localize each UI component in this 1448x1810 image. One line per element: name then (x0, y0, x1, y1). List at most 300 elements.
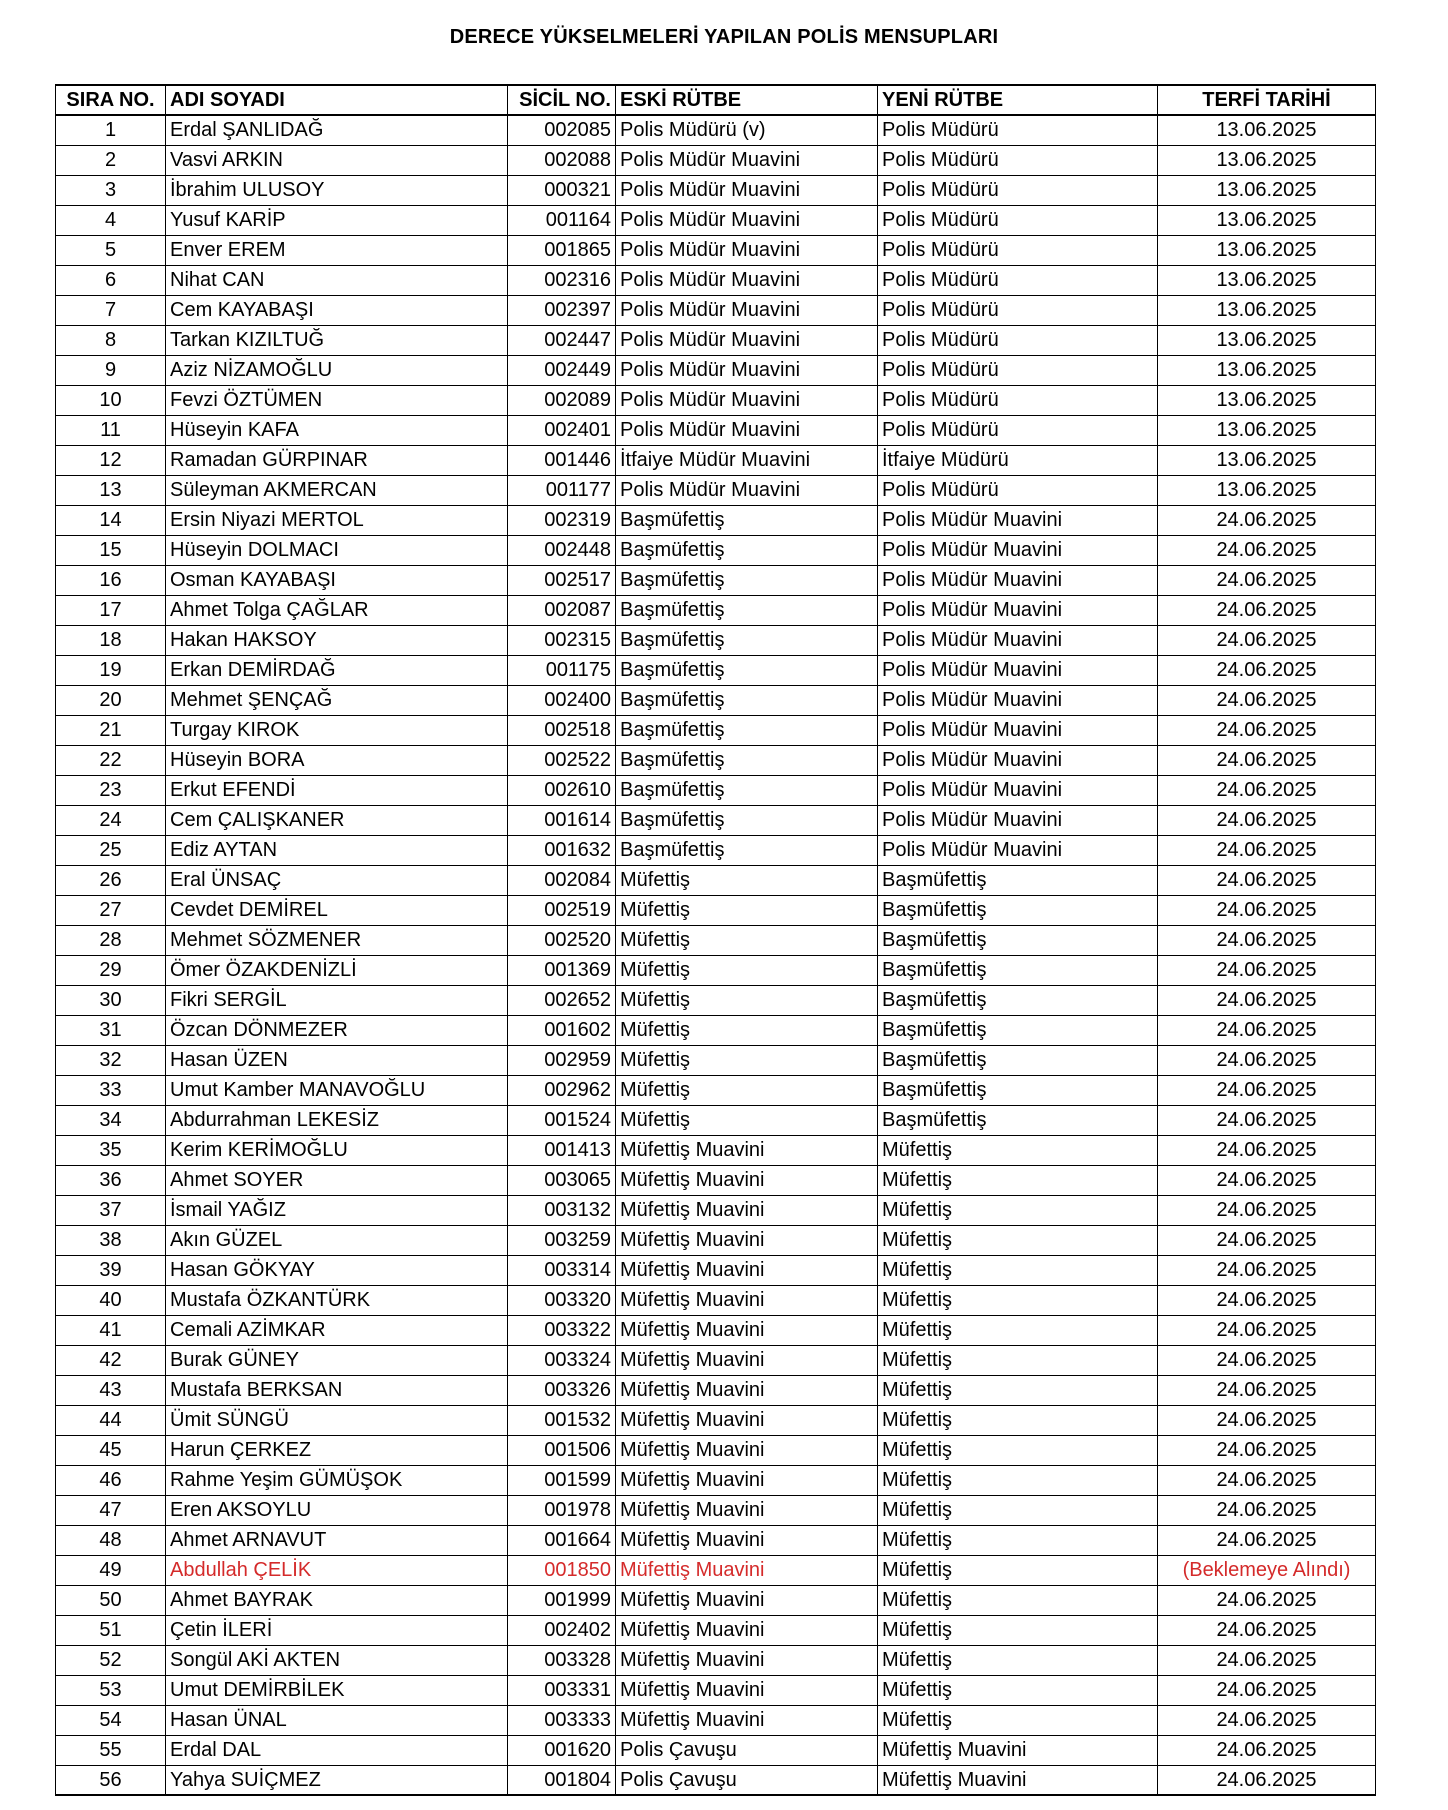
cell-eski-rutbe: Polis Müdür Muavini (616, 205, 878, 235)
cell-eski-rutbe: Başmüfettiş (616, 805, 878, 835)
table-row (56, 1375, 1376, 1405)
cell-terfi-tarihi: 24.06.2025 (1158, 685, 1376, 715)
cell-yeni-rutbe: Müfettiş (878, 1465, 1158, 1495)
cell-sira-no: 12 (56, 445, 166, 475)
cell-terfi-tarihi: 24.06.2025 (1158, 505, 1376, 535)
cell-yeni-rutbe: Müfettiş (878, 1225, 1158, 1255)
cell-yeni-rutbe: Başmüfettiş (878, 955, 1158, 985)
cell-eski-rutbe: Polis Müdür Muavini (616, 175, 878, 205)
cell-eski-rutbe: Polis Müdür Muavini (616, 355, 878, 385)
page-title: DERECE YÜKSELMELERİ YAPILAN POLİS MENSUPLARI (449, 26, 999, 48)
cell-adi-soyadi: Abdurrahman LEKESİZ (166, 1105, 508, 1135)
cell-sicil-no: 001602 (508, 1015, 616, 1045)
cell-adi-soyadi: Ömer ÖZAKDENİZLİ (166, 955, 508, 985)
header-row (56, 85, 1376, 115)
cell-eski-rutbe: Müfettiş Muavini (616, 1375, 878, 1405)
cell-sira-no: 50 (56, 1585, 166, 1615)
cell-yeni-rutbe: Polis Müdürü (878, 145, 1158, 175)
cell-sira-no: 42 (56, 1345, 166, 1375)
cell-sicil-no: 002517 (508, 565, 616, 595)
col-header-adi-soyadi: ADI SOYADI (166, 85, 508, 115)
cell-adi-soyadi: Hüseyin BORA (166, 745, 508, 775)
cell-yeni-rutbe: Müfettiş (878, 1435, 1158, 1465)
cell-eski-rutbe: Müfettiş Muavini (616, 1525, 878, 1555)
cell-eski-rutbe: Başmüfettiş (616, 835, 878, 865)
cell-eski-rutbe: Müfettiş Muavini (616, 1285, 878, 1315)
table-row (56, 1765, 1376, 1795)
cell-eski-rutbe: Başmüfettiş (616, 535, 878, 565)
table-body (56, 115, 1376, 1795)
cell-yeni-rutbe: Polis Müdür Muavini (878, 685, 1158, 715)
cell-yeni-rutbe: Müfettiş (878, 1525, 1158, 1555)
cell-sira-no: 33 (56, 1075, 166, 1105)
cell-adi-soyadi: Kerim KERİMOĞLU (166, 1135, 508, 1165)
cell-adi-soyadi: Harun ÇERKEZ (166, 1435, 508, 1465)
cell-terfi-tarihi: 13.06.2025 (1158, 175, 1376, 205)
cell-yeni-rutbe: Müfettiş (878, 1675, 1158, 1705)
cell-yeni-rutbe: Müfettiş Muavini (878, 1735, 1158, 1765)
table-row (56, 1345, 1376, 1375)
cell-sicil-no: 002089 (508, 385, 616, 415)
cell-sira-no: 51 (56, 1615, 166, 1645)
cell-sicil-no: 001524 (508, 1105, 616, 1135)
cell-adi-soyadi: Eren AKSOYLU (166, 1495, 508, 1525)
cell-sira-no: 24 (56, 805, 166, 835)
cell-terfi-tarihi: 13.06.2025 (1158, 445, 1376, 475)
cell-adi-soyadi: Erkut EFENDİ (166, 775, 508, 805)
cell-terfi-tarihi: 24.06.2025 (1158, 1075, 1376, 1105)
table-row (56, 1495, 1376, 1525)
cell-terfi-tarihi: 24.06.2025 (1158, 775, 1376, 805)
cell-eski-rutbe: Polis Müdür Muavini (616, 325, 878, 355)
cell-eski-rutbe: İtfaiye Müdür Muavini (616, 445, 878, 475)
cell-eski-rutbe: Başmüfettiş (616, 715, 878, 745)
cell-yeni-rutbe: Polis Müdür Muavini (878, 625, 1158, 655)
cell-adi-soyadi: Cem KAYABAŞI (166, 295, 508, 325)
cell-adi-soyadi: Ramadan GÜRPINAR (166, 445, 508, 475)
cell-sicil-no: 001850 (508, 1555, 616, 1585)
cell-sicil-no: 002522 (508, 745, 616, 775)
cell-sira-no: 6 (56, 265, 166, 295)
cell-eski-rutbe: Polis Çavuşu (616, 1765, 878, 1795)
cell-terfi-tarihi: 24.06.2025 (1158, 1255, 1376, 1285)
cell-eski-rutbe: Polis Müdür Muavini (616, 265, 878, 295)
cell-sira-no: 55 (56, 1735, 166, 1765)
cell-sira-no: 43 (56, 1375, 166, 1405)
table-row (56, 925, 1376, 955)
cell-terfi-tarihi: 24.06.2025 (1158, 895, 1376, 925)
cell-eski-rutbe: Başmüfettiş (616, 595, 878, 625)
cell-adi-soyadi: Ahmet ARNAVUT (166, 1525, 508, 1555)
table-row (56, 1255, 1376, 1285)
cell-sira-no: 5 (56, 235, 166, 265)
cell-terfi-tarihi: 24.06.2025 (1158, 595, 1376, 625)
cell-terfi-tarihi: 24.06.2025 (1158, 955, 1376, 985)
cell-adi-soyadi: Ümit SÜNGÜ (166, 1405, 508, 1435)
cell-yeni-rutbe: Polis Müdürü (878, 355, 1158, 385)
cell-terfi-tarihi: 24.06.2025 (1158, 1345, 1376, 1375)
cell-adi-soyadi: Mehmet ŞENÇAĞ (166, 685, 508, 715)
cell-adi-soyadi: Cemali AZİMKAR (166, 1315, 508, 1345)
cell-terfi-tarihi: 24.06.2025 (1158, 1165, 1376, 1195)
cell-adi-soyadi: Yusuf KARİP (166, 205, 508, 235)
cell-eski-rutbe: Müfettiş Muavini (616, 1315, 878, 1345)
cell-sira-no: 52 (56, 1645, 166, 1675)
cell-sira-no: 21 (56, 715, 166, 745)
cell-sira-no: 1 (56, 115, 166, 145)
cell-sicil-no: 002402 (508, 1615, 616, 1645)
cell-terfi-tarihi: 13.06.2025 (1158, 265, 1376, 295)
table-row (56, 1435, 1376, 1465)
cell-yeni-rutbe: Müfettiş (878, 1705, 1158, 1735)
cell-sicil-no: 002518 (508, 715, 616, 745)
cell-sicil-no: 001804 (508, 1765, 616, 1795)
table-row (56, 1555, 1376, 1585)
cell-eski-rutbe: Polis Müdür Muavini (616, 295, 878, 325)
cell-yeni-rutbe: Polis Müdür Muavini (878, 505, 1158, 535)
cell-eski-rutbe: Başmüfettiş (616, 685, 878, 715)
cell-eski-rutbe: Müfettiş Muavini (616, 1495, 878, 1525)
cell-adi-soyadi: Yahya SUİÇMEZ (166, 1765, 508, 1795)
cell-eski-rutbe: Başmüfettiş (616, 775, 878, 805)
table-row (56, 445, 1376, 475)
cell-eski-rutbe: Müfettiş Muavini (616, 1345, 878, 1375)
cell-sira-no: 41 (56, 1315, 166, 1345)
cell-yeni-rutbe: Polis Müdürü (878, 385, 1158, 415)
cell-yeni-rutbe: Polis Müdürü (878, 325, 1158, 355)
cell-yeni-rutbe: Müfettiş (878, 1195, 1158, 1225)
table-row (56, 1525, 1376, 1555)
cell-eski-rutbe: Müfettiş (616, 1015, 878, 1045)
cell-yeni-rutbe: Müfettiş (878, 1615, 1158, 1645)
cell-terfi-tarihi: 24.06.2025 (1158, 835, 1376, 865)
cell-yeni-rutbe: Polis Müdür Muavini (878, 835, 1158, 865)
table-header (56, 85, 1376, 115)
cell-sicil-no: 003320 (508, 1285, 616, 1315)
cell-eski-rutbe: Müfettiş Muavini (616, 1465, 878, 1495)
cell-adi-soyadi: Mehmet SÖZMENER (166, 925, 508, 955)
cell-sira-no: 25 (56, 835, 166, 865)
cell-terfi-tarihi: 24.06.2025 (1158, 925, 1376, 955)
cell-adi-soyadi: Ahmet BAYRAK (166, 1585, 508, 1615)
table-row (56, 1615, 1376, 1645)
cell-terfi-tarihi: 24.06.2025 (1158, 1225, 1376, 1255)
cell-sira-no: 39 (56, 1255, 166, 1285)
cell-adi-soyadi: Osman KAYABAŞI (166, 565, 508, 595)
cell-sira-no: 45 (56, 1435, 166, 1465)
cell-sira-no: 16 (56, 565, 166, 595)
cell-terfi-tarihi: 24.06.2025 (1158, 535, 1376, 565)
cell-terfi-tarihi: 24.06.2025 (1158, 1435, 1376, 1465)
cell-sira-no: 4 (56, 205, 166, 235)
col-header-sicil-no: SİCİL NO. (508, 85, 616, 115)
cell-eski-rutbe: Müfettiş (616, 1105, 878, 1135)
cell-sicil-no: 001413 (508, 1135, 616, 1165)
cell-sira-no: 40 (56, 1285, 166, 1315)
cell-terfi-tarihi: 13.06.2025 (1158, 325, 1376, 355)
cell-eski-rutbe: Müfettiş Muavini (616, 1405, 878, 1435)
table-row (56, 1135, 1376, 1165)
cell-sicil-no: 001446 (508, 445, 616, 475)
cell-adi-soyadi: Cevdet DEMİREL (166, 895, 508, 925)
cell-adi-soyadi: Fikri SERGİL (166, 985, 508, 1015)
cell-terfi-tarihi: 24.06.2025 (1158, 655, 1376, 685)
cell-sicil-no: 002520 (508, 925, 616, 955)
cell-yeni-rutbe: Başmüfettiş (878, 1075, 1158, 1105)
cell-sira-no: 49 (56, 1555, 166, 1585)
cell-sira-no: 17 (56, 595, 166, 625)
cell-sicil-no: 001599 (508, 1465, 616, 1495)
cell-terfi-tarihi: 24.06.2025 (1158, 865, 1376, 895)
table-row (56, 325, 1376, 355)
cell-terfi-tarihi: 24.06.2025 (1158, 805, 1376, 835)
cell-eski-rutbe: Müfettiş Muavini (616, 1585, 878, 1615)
cell-terfi-tarihi: 24.06.2025 (1158, 1495, 1376, 1525)
cell-eski-rutbe: Müfettiş (616, 955, 878, 985)
cell-eski-rutbe: Müfettiş Muavini (616, 1135, 878, 1165)
cell-eski-rutbe: Müfettiş Muavini (616, 1615, 878, 1645)
cell-yeni-rutbe: Polis Müdürü (878, 205, 1158, 235)
table-row (56, 715, 1376, 745)
cell-sicil-no: 001620 (508, 1735, 616, 1765)
cell-eski-rutbe: Polis Müdür Muavini (616, 415, 878, 445)
table-row (56, 1165, 1376, 1195)
col-header-eski-rutbe: ESKİ RÜTBE (616, 85, 878, 115)
cell-adi-soyadi: Ahmet SOYER (166, 1165, 508, 1195)
cell-sicil-no: 002315 (508, 625, 616, 655)
cell-eski-rutbe: Başmüfettiş (616, 655, 878, 685)
cell-terfi-tarihi: 24.06.2025 (1158, 1675, 1376, 1705)
cell-eski-rutbe: Müfettiş Muavini (616, 1645, 878, 1675)
cell-adi-soyadi: Erkan DEMİRDAĞ (166, 655, 508, 685)
cell-sira-no: 53 (56, 1675, 166, 1705)
cell-adi-soyadi: Aziz NİZAMOĞLU (166, 355, 508, 385)
cell-sicil-no: 000321 (508, 175, 616, 205)
cell-adi-soyadi: Akın GÜZEL (166, 1225, 508, 1255)
cell-sicil-no: 001664 (508, 1525, 616, 1555)
cell-eski-rutbe: Müfettiş (616, 985, 878, 1015)
cell-eski-rutbe: Polis Müdür Muavini (616, 385, 878, 415)
cell-sira-no: 13 (56, 475, 166, 505)
cell-eski-rutbe: Başmüfettiş (616, 565, 878, 595)
cell-sicil-no: 003326 (508, 1375, 616, 1405)
table-row (56, 355, 1376, 385)
cell-terfi-tarihi: 24.06.2025 (1158, 1615, 1376, 1645)
cell-sicil-no: 003065 (508, 1165, 616, 1195)
cell-yeni-rutbe: Başmüfettiş (878, 1045, 1158, 1075)
cell-sira-no: 47 (56, 1495, 166, 1525)
cell-terfi-tarihi: 24.06.2025 (1158, 1015, 1376, 1045)
cell-terfi-tarihi: 24.06.2025 (1158, 1195, 1376, 1225)
table-row (56, 1195, 1376, 1225)
table-row (56, 1015, 1376, 1045)
cell-yeni-rutbe: Müfettiş (878, 1375, 1158, 1405)
table-row (56, 415, 1376, 445)
cell-yeni-rutbe: Müfettiş (878, 1555, 1158, 1585)
cell-sicil-no: 002085 (508, 115, 616, 145)
promotion-table (55, 84, 1376, 1796)
cell-sicil-no: 002088 (508, 145, 616, 175)
cell-sira-no: 54 (56, 1705, 166, 1735)
cell-sicil-no: 001632 (508, 835, 616, 865)
cell-sicil-no: 003331 (508, 1675, 616, 1705)
cell-terfi-tarihi: 13.06.2025 (1158, 475, 1376, 505)
cell-sicil-no: 001532 (508, 1405, 616, 1435)
cell-adi-soyadi: Mustafa BERKSAN (166, 1375, 508, 1405)
cell-yeni-rutbe: Başmüfettiş (878, 1015, 1158, 1045)
cell-sira-no: 46 (56, 1465, 166, 1495)
cell-sicil-no: 002959 (508, 1045, 616, 1075)
cell-sicil-no: 001506 (508, 1435, 616, 1465)
cell-eski-rutbe: Polis Müdürü (v) (616, 115, 878, 145)
table-row (56, 505, 1376, 535)
cell-adi-soyadi: Mustafa ÖZKANTÜRK (166, 1285, 508, 1315)
cell-adi-soyadi: Burak GÜNEY (166, 1345, 508, 1375)
cell-yeni-rutbe: Polis Müdür Muavini (878, 745, 1158, 775)
cell-yeni-rutbe: Müfettiş (878, 1135, 1158, 1165)
cell-sira-no: 20 (56, 685, 166, 715)
cell-yeni-rutbe: Müfettiş (878, 1585, 1158, 1615)
cell-sicil-no: 001865 (508, 235, 616, 265)
cell-yeni-rutbe: Müfettiş (878, 1645, 1158, 1675)
cell-yeni-rutbe: Polis Müdür Muavini (878, 775, 1158, 805)
cell-sicil-no: 002087 (508, 595, 616, 625)
cell-adi-soyadi: Turgay KIROK (166, 715, 508, 745)
cell-sira-no: 18 (56, 625, 166, 655)
cell-yeni-rutbe: Müfettiş (878, 1315, 1158, 1345)
table-row (56, 265, 1376, 295)
cell-sicil-no: 002316 (508, 265, 616, 295)
cell-terfi-tarihi: 24.06.2025 (1158, 985, 1376, 1015)
cell-sira-no: 2 (56, 145, 166, 175)
cell-eski-rutbe: Müfettiş (616, 895, 878, 925)
table-row (56, 745, 1376, 775)
cell-sicil-no: 002401 (508, 415, 616, 445)
cell-adi-soyadi: Hasan ÜZEN (166, 1045, 508, 1075)
cell-adi-soyadi: Umut Kamber MANAVOĞLU (166, 1075, 508, 1105)
cell-terfi-tarihi: 24.06.2025 (1158, 745, 1376, 775)
table-row (56, 685, 1376, 715)
cell-sicil-no: 003324 (508, 1345, 616, 1375)
table-row (56, 115, 1376, 145)
cell-yeni-rutbe: Polis Müdür Muavini (878, 565, 1158, 595)
cell-yeni-rutbe: Polis Müdürü (878, 475, 1158, 505)
table-row (56, 655, 1376, 685)
cell-terfi-tarihi: 24.06.2025 (1158, 1705, 1376, 1735)
table-row (56, 205, 1376, 235)
table-row (56, 1705, 1376, 1735)
col-header-terfi-tarihi: TERFİ TARİHİ (1158, 85, 1376, 115)
table-row (56, 385, 1376, 415)
table-row (56, 535, 1376, 565)
cell-terfi-tarihi: 24.06.2025 (1158, 1405, 1376, 1435)
cell-terfi-tarihi: 24.06.2025 (1158, 715, 1376, 745)
cell-sira-no: 22 (56, 745, 166, 775)
cell-sicil-no: 002319 (508, 505, 616, 535)
cell-yeni-rutbe: Başmüfettiş (878, 925, 1158, 955)
cell-terfi-tarihi: 13.06.2025 (1158, 415, 1376, 445)
cell-terfi-tarihi: 24.06.2025 (1158, 1465, 1376, 1495)
cell-sira-no: 8 (56, 325, 166, 355)
cell-eski-rutbe: Müfettiş Muavini (616, 1225, 878, 1255)
cell-sira-no: 29 (56, 955, 166, 985)
cell-yeni-rutbe: Polis Müdürü (878, 115, 1158, 145)
cell-terfi-tarihi: 13.06.2025 (1158, 115, 1376, 145)
cell-sicil-no: 001164 (508, 205, 616, 235)
cell-yeni-rutbe: Polis Müdür Muavini (878, 535, 1158, 565)
cell-eski-rutbe: Polis Müdür Muavini (616, 235, 878, 265)
cell-sicil-no: 002652 (508, 985, 616, 1015)
cell-adi-soyadi: Cem ÇALIŞKANER (166, 805, 508, 835)
cell-adi-soyadi: Vasvi ARKIN (166, 145, 508, 175)
cell-yeni-rutbe: Polis Müdür Muavini (878, 595, 1158, 625)
cell-sira-no: 19 (56, 655, 166, 685)
table-row (56, 295, 1376, 325)
cell-sicil-no: 002519 (508, 895, 616, 925)
cell-yeni-rutbe: Müfettiş (878, 1405, 1158, 1435)
cell-yeni-rutbe: Müfettiş (878, 1345, 1158, 1375)
cell-sicil-no: 002400 (508, 685, 616, 715)
table-row (56, 565, 1376, 595)
cell-yeni-rutbe: Müfettiş (878, 1495, 1158, 1525)
cell-yeni-rutbe: Müfettiş (878, 1255, 1158, 1285)
cell-sira-no: 26 (56, 865, 166, 895)
cell-adi-soyadi: Çetin İLERİ (166, 1615, 508, 1645)
cell-adi-soyadi: Özcan DÖNMEZER (166, 1015, 508, 1045)
cell-eski-rutbe: Müfettiş Muavini (616, 1435, 878, 1465)
cell-sira-no: 38 (56, 1225, 166, 1255)
cell-eski-rutbe: Müfettiş (616, 1045, 878, 1075)
cell-sicil-no: 003328 (508, 1645, 616, 1675)
table-row (56, 865, 1376, 895)
cell-terfi-tarihi: 13.06.2025 (1158, 295, 1376, 325)
cell-adi-soyadi: Rahme Yeşim GÜMÜŞOK (166, 1465, 508, 1495)
cell-yeni-rutbe: Polis Müdürü (878, 265, 1158, 295)
cell-terfi-tarihi: 24.06.2025 (1158, 565, 1376, 595)
cell-terfi-tarihi: 13.06.2025 (1158, 235, 1376, 265)
cell-sicil-no: 001177 (508, 475, 616, 505)
cell-yeni-rutbe: Polis Müdürü (878, 175, 1158, 205)
cell-sira-no: 10 (56, 385, 166, 415)
cell-eski-rutbe: Polis Çavuşu (616, 1735, 878, 1765)
cell-eski-rutbe: Başmüfettiş (616, 505, 878, 535)
cell-adi-soyadi: Fevzi ÖZTÜMEN (166, 385, 508, 415)
cell-sicil-no: 003322 (508, 1315, 616, 1345)
cell-sicil-no: 002610 (508, 775, 616, 805)
table-row (56, 775, 1376, 805)
cell-sira-no: 9 (56, 355, 166, 385)
table-row (56, 475, 1376, 505)
table-row (56, 1675, 1376, 1705)
cell-adi-soyadi: Hasan GÖKYAY (166, 1255, 508, 1285)
cell-terfi-tarihi: 24.06.2025 (1158, 1135, 1376, 1165)
cell-terfi-tarihi: 24.06.2025 (1158, 1315, 1376, 1345)
table-row (56, 1645, 1376, 1675)
cell-yeni-rutbe: İtfaiye Müdürü (878, 445, 1158, 475)
col-header-yeni-rutbe: YENİ RÜTBE (878, 85, 1158, 115)
cell-sira-no: 48 (56, 1525, 166, 1555)
cell-yeni-rutbe: Başmüfettiş (878, 985, 1158, 1015)
table-row (56, 625, 1376, 655)
cell-adi-soyadi: İbrahim ULUSOY (166, 175, 508, 205)
cell-eski-rutbe: Başmüfettiş (616, 745, 878, 775)
table-row (56, 1105, 1376, 1135)
cell-eski-rutbe: Müfettiş Muavini (616, 1705, 878, 1735)
table-row (56, 1735, 1376, 1765)
cell-terfi-tarihi: 24.06.2025 (1158, 1045, 1376, 1075)
cell-yeni-rutbe: Başmüfettiş (878, 865, 1158, 895)
cell-adi-soyadi: Nihat CAN (166, 265, 508, 295)
